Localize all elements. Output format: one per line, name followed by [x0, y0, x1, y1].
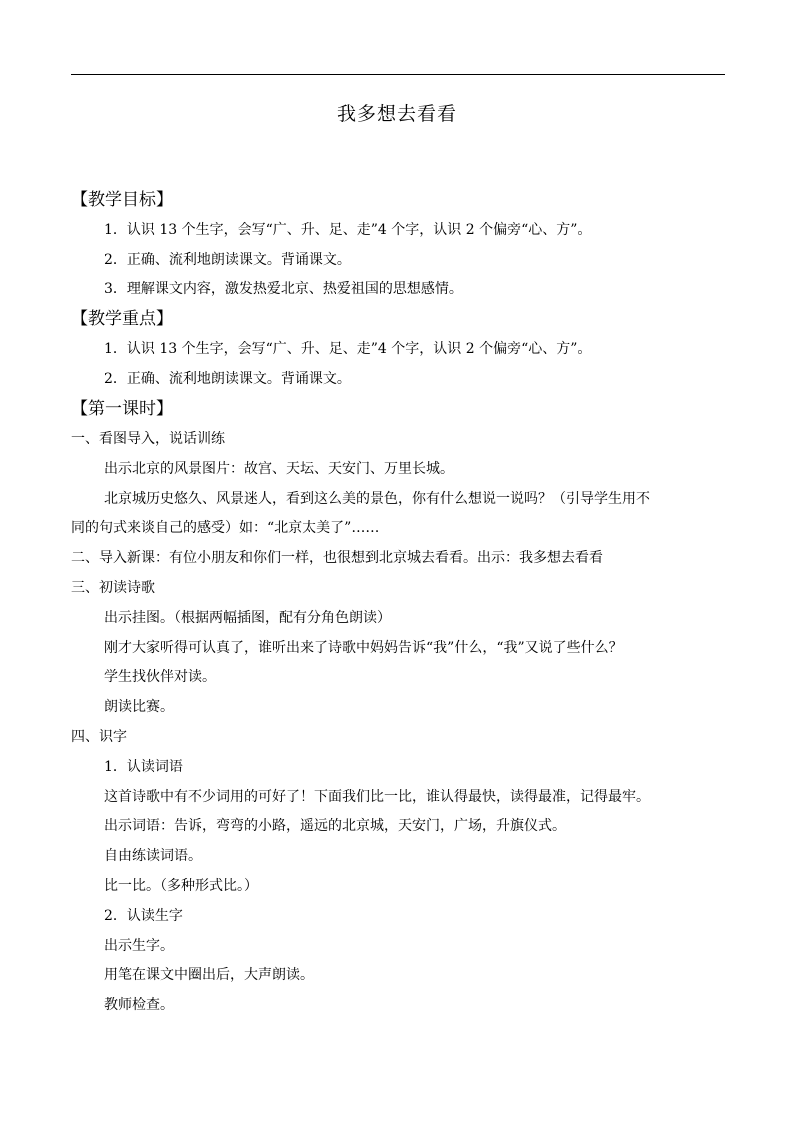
key-point-item: 1．认识 13 个生字，会写“广、升、足、走”4 个字，认识 2 个偏旁“心、方”。 [104, 340, 592, 357]
section-line: 2．认读生字 [104, 907, 183, 924]
header-rule [71, 74, 725, 75]
section-line: 教师检查。 [104, 997, 174, 1014]
key-points-heading: 【教学重点】 [71, 309, 173, 330]
section-line: 北京城历史悠久、风景迷人，看到这么美的景色，你有什么想说一说吗？（引导学生用不 [104, 490, 650, 507]
objectives-heading: 【教学目标】 [71, 190, 173, 210]
lesson-one-body [71, 425, 729, 1021]
key-point-item: 2．正确、流利地朗读课文。背诵课文。 [104, 370, 351, 387]
lesson-one-heading: 【第一课时】 [71, 398, 173, 419]
section-line: 学生找伙伴对读。 [104, 669, 216, 686]
section-line: 比一比。（多种形式比。） [104, 877, 258, 894]
section-line: 出示词语：告诉，弯弯的小路，遥远的北京城，天安门，广场，升旗仪式。 [104, 818, 566, 835]
section-line: 同的句式来谈自己的感受）如：“北京太美了”…… [71, 520, 380, 537]
section-line: 这首诗歌中有不少词用的可好了！下面我们比一比，谁认得最快，读得最准，记得最牢。 [104, 788, 650, 805]
section-line: 出示北京的风景图片：故宫、天坛、天安门、万里长城。 [104, 460, 454, 477]
section-title: 二、导入新课：有位小朋友和你们一样，也很想到北京城去看看。出示：我多想去看看 [71, 550, 603, 567]
section-line: 出示挂图。（根据两幅插图，配有分角色朗读） [104, 609, 391, 626]
objective-item: 1．认识 13 个生字，会写“广、升、足、走”4 个字，认识 2 个偏旁“心、方”。 [104, 221, 592, 238]
section-line: 出示生字。 [104, 937, 174, 954]
section-title: 一、看图导入，说话训练 [71, 431, 225, 447]
section-line: 刚才大家听得可认真了，谁听出来了诗歌中妈妈告诉“我”什么，“我”又说了些什么？ [104, 639, 623, 656]
objective-item: 2．正确、流利地朗读课文。背诵课文。 [104, 251, 351, 268]
section-title: 三、初读诗歌 [71, 579, 155, 596]
page-title: 我多想去看看 [336, 103, 457, 125]
objective-item: 3．理解课文内容，激发热爱北京、热爱祖国的思想感情。 [104, 281, 463, 298]
section-line: 用笔在课文中圈出后，大声朗读。 [104, 967, 314, 984]
section-line: 1．认读词语 [104, 758, 183, 775]
section-line: 朗读比赛。 [104, 699, 174, 716]
section-title: 四、识字 [71, 728, 127, 745]
document-body [71, 186, 729, 424]
section-line: 自由练读词语。 [104, 848, 202, 865]
